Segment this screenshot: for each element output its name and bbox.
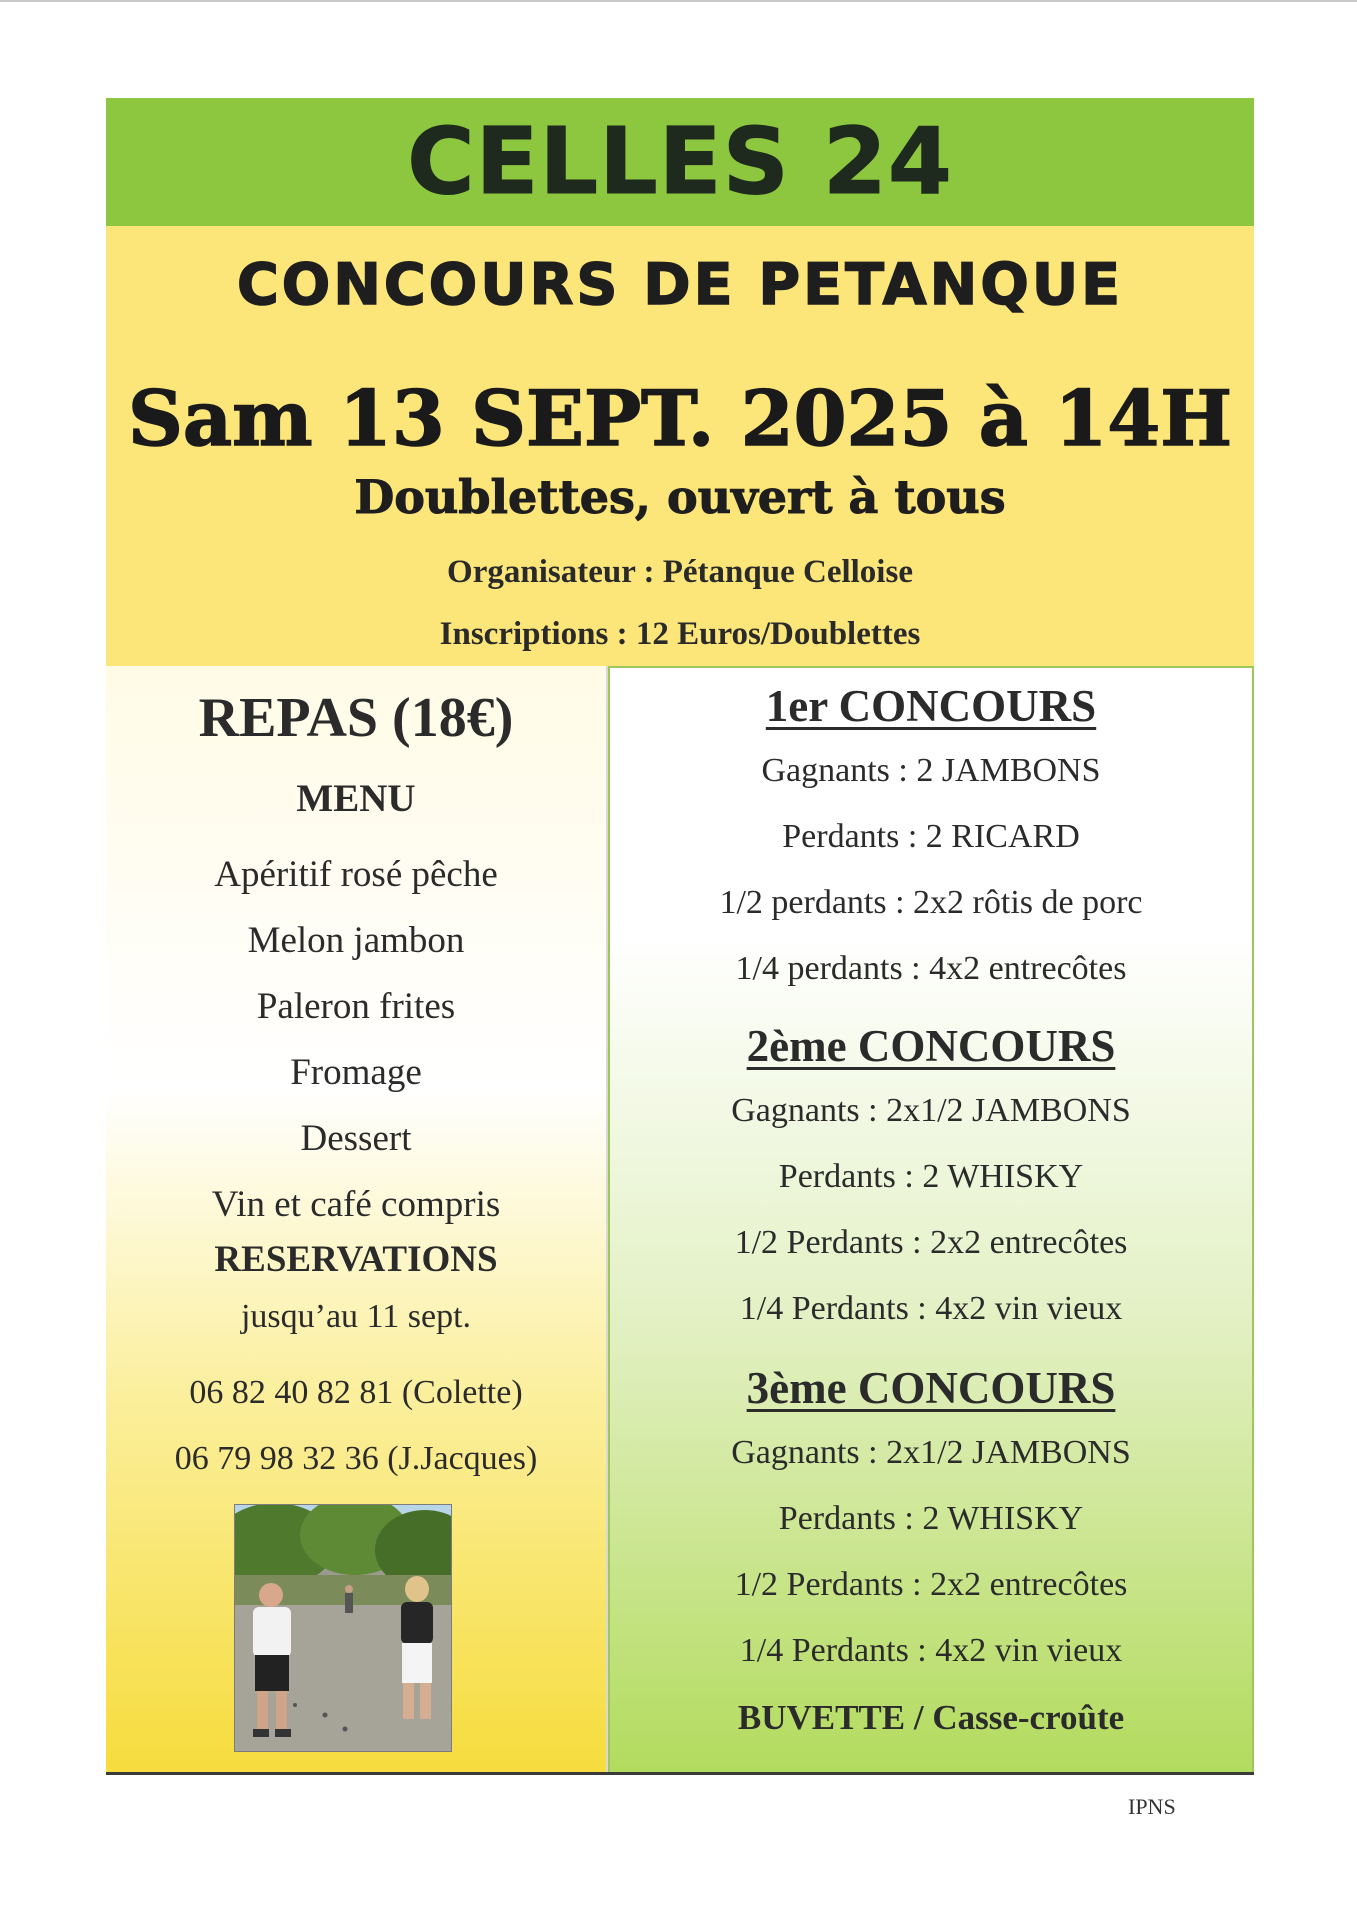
event-date: Sam 13 SEPT. 2025 à 14H xyxy=(127,374,1233,463)
event-title: CONCOURS DE PETANQUE xyxy=(236,252,1124,318)
prize-item: Gagnants : 2 JAMBONS xyxy=(761,752,1101,789)
menu-item: Apéritif rosé pêche xyxy=(214,854,498,895)
prize-item: 1/2 Perdants : 2x2 entrecôtes xyxy=(734,1224,1128,1261)
bottom-rule xyxy=(106,1772,1254,1775)
prize-item: Perdants : 2 WHISKY xyxy=(778,1500,1084,1537)
menu-item: Fromage xyxy=(290,1052,422,1093)
prize-item: 1/4 perdants : 4x2 entrecôtes xyxy=(735,950,1127,987)
contest-title: 2ème CONCOURS xyxy=(746,1021,1116,1071)
organizer-line: Organisateur : Pétanque Celloise xyxy=(447,554,913,590)
meal-title: REPAS (18€) xyxy=(198,687,514,749)
menu-item: Melon jambon xyxy=(247,920,465,961)
prize-item: 1/4 Perdants : 4x2 vin vieux xyxy=(739,1290,1123,1327)
reservations-title: RESERVATIONS xyxy=(214,1239,498,1280)
contest-block xyxy=(610,1356,1252,1684)
menu-title: MENU xyxy=(296,777,416,820)
prize-list xyxy=(610,1078,1252,1342)
title-band xyxy=(106,98,1254,226)
phone-contact: 06 82 40 82 81 (Colette) xyxy=(189,1374,523,1411)
prize-item: 1/2 Perdants : 2x2 entrecôtes xyxy=(734,1566,1128,1603)
contest-title: 1er CONCOURS xyxy=(765,681,1097,731)
prize-item: Perdants : 2 RICARD xyxy=(782,818,1080,855)
menu-item: Vin et café compris xyxy=(211,1184,501,1225)
meal-panel xyxy=(106,666,608,1774)
menu-item: Paleron frites xyxy=(256,986,456,1027)
menu-list xyxy=(106,842,606,1238)
contest-block xyxy=(610,674,1252,1002)
petanque-photo xyxy=(234,1504,452,1752)
prize-item: Perdants : 2 WHISKY xyxy=(778,1158,1084,1195)
prize-item: 1/2 perdants : 2x2 rôtis de porc xyxy=(719,884,1143,921)
page-top-rule xyxy=(0,0,1357,2)
event-format: Doublettes, ouvert à tous xyxy=(354,470,1006,524)
contests-panel xyxy=(608,666,1254,1774)
buvette-line: BUVETTE / Casse-croûte xyxy=(737,1698,1125,1737)
prize-list xyxy=(610,1420,1252,1684)
prize-item: Gagnants : 2x1/2 JAMBONS xyxy=(731,1434,1131,1471)
petanque-players-illustration xyxy=(235,1505,451,1751)
event-info-band xyxy=(106,226,1254,666)
reservations-deadline: jusqu’au 11 sept. xyxy=(240,1298,472,1335)
ipns-footnote: IPNS xyxy=(1128,1794,1176,1819)
poster xyxy=(106,98,1254,1774)
contest-block xyxy=(610,1014,1252,1342)
prize-list xyxy=(610,738,1252,1002)
contest-title: 3ème CONCOURS xyxy=(746,1363,1116,1413)
city-title: CELLES 24 xyxy=(407,108,953,215)
prize-item: Gagnants : 2x1/2 JAMBONS xyxy=(731,1092,1131,1129)
phone-contact: 06 79 98 32 36 (J.Jacques) xyxy=(174,1440,538,1477)
menu-item: Dessert xyxy=(300,1118,412,1159)
prize-item: 1/4 Perdants : 4x2 vin vieux xyxy=(739,1632,1123,1669)
phone-list xyxy=(106,1360,606,1492)
registration-line: Inscriptions : 12 Euros/Doublettes xyxy=(439,616,921,652)
